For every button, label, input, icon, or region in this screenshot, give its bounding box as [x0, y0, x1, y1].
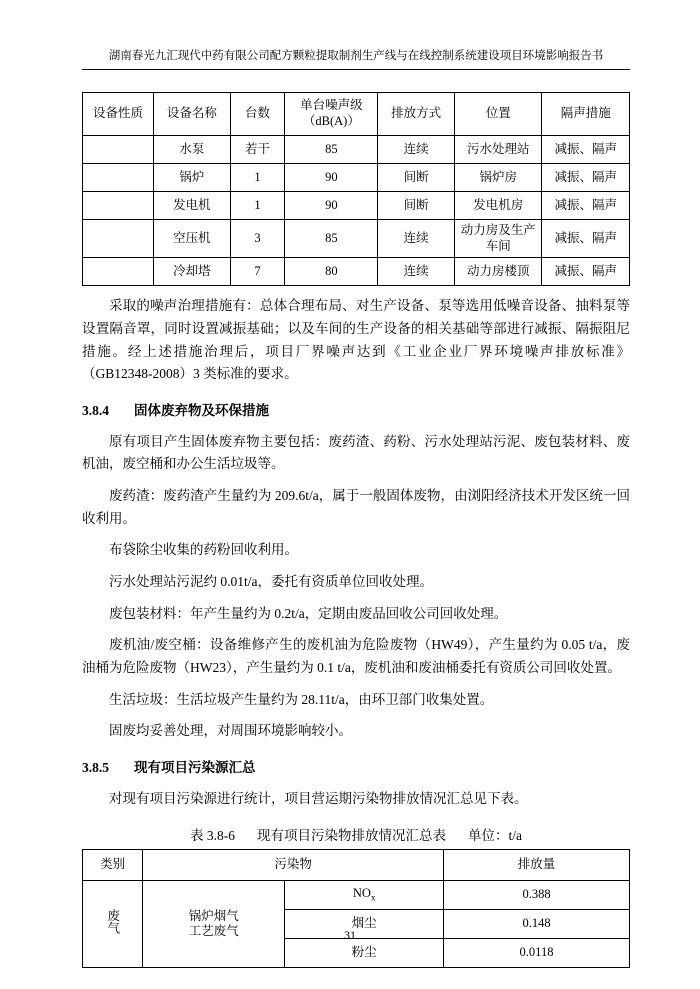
cell-location: 动力房及生产车间 [454, 220, 542, 258]
cell-noise-level: 80 [285, 258, 378, 286]
cell-count: 7 [230, 258, 285, 286]
cell-equipment-type [83, 192, 154, 220]
cell-pollutant-name: 粉尘 [285, 939, 444, 968]
cell-pollutant-source [143, 881, 285, 968]
pollutant-name-text: NO [352, 886, 371, 901]
cell-count: 1 [230, 164, 285, 192]
cell-category-waste-gas [83, 881, 143, 968]
paragraph-pollution-summary: 对现有项目污染源进行统计，项目营运期污染物排放情况汇总见下表。 [109, 790, 528, 806]
table-row [83, 136, 630, 164]
table-header-row [83, 850, 630, 881]
cell-emission-mode: 间断 [378, 192, 455, 220]
col-header-category: 类别 [83, 850, 143, 881]
col-header-equipment-type: 设备性质 [83, 93, 154, 136]
cell-emission-value: 0.0118 [444, 939, 630, 968]
table-caption [82, 824, 630, 844]
cell-emission-mode: 间断 [378, 164, 455, 192]
cell-equipment-type [83, 220, 154, 258]
col-header-emission-amount: 排放量 [444, 850, 630, 881]
cell-count: 3 [230, 220, 285, 258]
cell-noise-level: 85 [285, 220, 378, 258]
cell-count: 若干 [230, 136, 285, 164]
cell-emission-mode: 连续 [378, 258, 455, 286]
cell-equipment-type [83, 164, 154, 192]
cell-equipment-type [83, 258, 154, 286]
table-row [83, 220, 630, 258]
paragraph-medicine-residue: 废药渣：废药渣产生量约为 209.6t/a，属于一般固体废物，由浏阳经济技术开发区统一回收利用。 [82, 487, 630, 526]
pollutant-emission-table [82, 849, 630, 968]
paragraph-powder-recovery: 布袋除尘收集的药粉回收利用。 [109, 542, 298, 558]
paragraph-waste-oil: 废机油/废空桶：设备维修产生的废机油为危险废物（HW49），产生量约为 0.05 t/a，废油桶为危险废物（HW23），产生量约为 0.1 t/a，废机油和废油桶委托有资质公司回收处置。 [82, 637, 630, 675]
cell-location: 发电机房 [454, 192, 542, 220]
cell-pollutant-source-line1: 锅炉烟气 [188, 908, 239, 923]
cell-equipment-name: 发电机 [154, 192, 231, 220]
cell-location: 动力房楼顶 [454, 258, 542, 286]
col-header-pollutant: 污染物 [143, 850, 444, 881]
cell-location: 污水处理站 [454, 136, 542, 164]
cell-pollutant-name [285, 881, 444, 910]
cell-measure: 减振、隔声 [542, 220, 630, 258]
cell-pollutant-name: 烟尘 [285, 910, 444, 939]
table-row [83, 192, 630, 220]
cell-count: 1 [230, 192, 285, 220]
col-header-equipment-name: 设备名称 [154, 93, 231, 136]
cell-emission-mode: 连续 [378, 220, 455, 258]
cell-location: 锅炉房 [454, 164, 542, 192]
section-title: 固体废弃物及环保措施 [134, 403, 269, 419]
table-row [83, 164, 630, 192]
cell-category-text: 废气 [105, 909, 120, 935]
col-header-noise-level [285, 93, 378, 136]
cell-measure: 减振、隔声 [542, 164, 630, 192]
paragraph-noise-measures: 采取的噪声治理措施有：总体合理布局、对生产设备、泵等选用低噪音设备、抽料泵等设置隔音罩，同时设置减振基础；以及车间的生产设备的相关基础等部进行减振、隔振阻尼措施。经上述措施治理后，项目厂界噪声达到《工业企业厂界环境噪声排放标准》（GB12348-2008）3 类标准的要求。 [82, 298, 630, 382]
paragraph-solid-waste-conclusion: 固废均妥善处理，对周围环境影响较小。 [109, 723, 352, 739]
cell-emission-value: 0.388 [444, 881, 630, 910]
noise-equipment-table [82, 92, 630, 286]
page-number: 31 [344, 928, 356, 942]
cell-equipment-type [83, 136, 154, 164]
cell-measure: 减振、隔声 [542, 192, 630, 220]
section-number: 3.8.5 [82, 760, 109, 776]
col-header-count: 台数 [230, 93, 285, 136]
paragraph-solid-waste-intro: 原有项目产生固体废弃物主要包括：废药渣、药粉、污水处理站污泥、废包装材料、废机油，废空桶和办公生活垃圾等。 [82, 433, 630, 472]
table-caption-unit: 单位：t/a [468, 828, 522, 844]
cell-emission-value: 0.148 [444, 910, 630, 939]
pollutant-name-subscript: x [370, 892, 376, 903]
table-header-row [83, 93, 630, 136]
cell-equipment-name: 水泵 [154, 136, 231, 164]
section-number: 3.8.4 [82, 403, 109, 419]
section-heading-3-8-5 [82, 757, 630, 779]
col-header-location: 位置 [454, 93, 542, 136]
table-caption-label: 表 3.8-6 [190, 828, 235, 844]
cell-noise-level: 90 [285, 192, 378, 220]
cell-equipment-name: 冷却塔 [154, 258, 231, 286]
table-caption-title: 现有项目污染物排放情况汇总表 [257, 828, 446, 844]
col-header-measure: 隔声措施 [542, 93, 630, 136]
cell-measure: 减振、隔声 [542, 258, 630, 286]
cell-measure: 减振、隔声 [542, 136, 630, 164]
paragraph-packaging-waste: 废包装材料：年产生量约为 0.2t/a，定期由废品回收公司回收处理。 [109, 605, 508, 621]
table-row [83, 258, 630, 286]
cell-equipment-name: 锅炉 [154, 164, 231, 192]
paragraph-domestic-garbage: 生活垃圾：生活垃圾产生量约为 28.11t/a，由环卫部门收集处置。 [109, 691, 494, 707]
cell-emission-mode: 连续 [378, 136, 455, 164]
section-heading-3-8-4 [82, 400, 630, 422]
cell-equipment-name: 空压机 [154, 220, 231, 258]
col-header-noise-level-line2: （dB(A)） [302, 114, 360, 129]
paragraph-sludge: 污水处理站污泥约 0.01t/a，委托有资质单位回收处理。 [109, 573, 433, 589]
page-header: 湖南春光九汇现代中药有限公司配方颗粒提取制剂生产线与在线控制系统建设项目环境影响报告书 [82, 48, 630, 70]
cell-noise-level: 90 [285, 164, 378, 192]
cell-pollutant-source-line2: 工艺废气 [188, 924, 239, 939]
table-row [83, 881, 630, 910]
section-title: 现有项目污染源汇总 [134, 760, 256, 776]
cell-noise-level: 85 [285, 136, 378, 164]
page-content [82, 0, 630, 968]
col-header-noise-level-line1: 单台噪声级 [300, 98, 363, 113]
col-header-emission-mode: 排放方式 [378, 93, 455, 136]
